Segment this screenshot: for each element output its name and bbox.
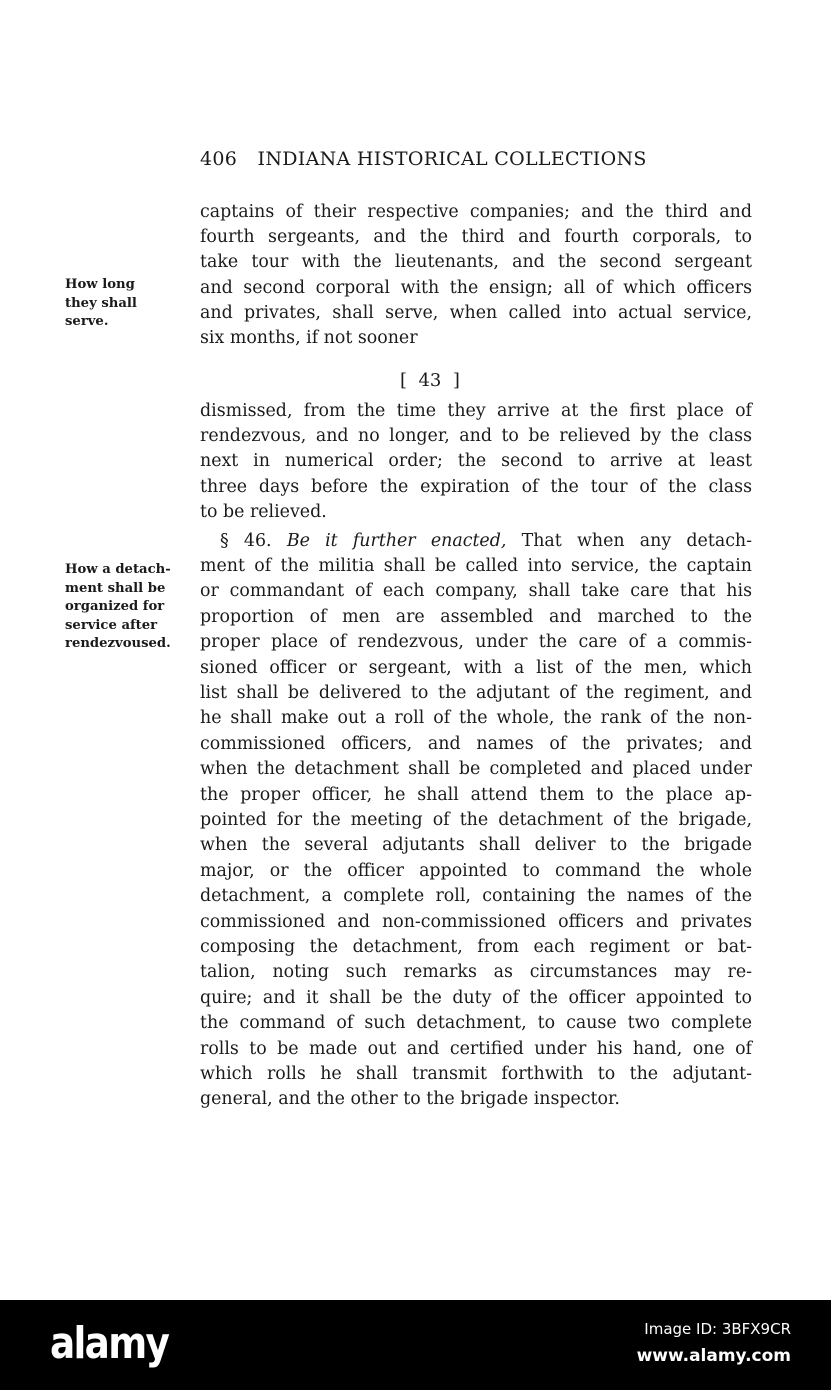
section-46-first-line (200, 529, 752, 554)
text-line: pointed for the meeting of the detachment of the brigade, (200, 810, 752, 830)
text-line: dismissed, from the time they arrive at the first place of (200, 401, 752, 421)
text-line: and privates, shall serve, when called into actual service, (200, 302, 752, 323)
text-line: major, or the officer appointed to command the whole (200, 860, 752, 881)
text-line: which rolls he shall transmit forthwith to the adjutant- (200, 1064, 752, 1084)
sidenote-line: How long (65, 277, 135, 292)
text-line: he shall make out a roll of the whole, the rank of the non- (200, 708, 752, 729)
book-title: INDIANA HISTORICAL COLLECTIONS (257, 148, 647, 170)
text-line: proper place of rendezvous, under the care of a commis- (200, 632, 752, 653)
text-line: detachment, a complete roll, containing the names of the (200, 886, 752, 907)
sidenote-line: rendezvoused. (65, 636, 171, 651)
page-number: 406 (200, 148, 238, 170)
text-line: the proper officer, he shall attend them to the place ap- (200, 784, 752, 805)
text-line: talion, noting such remarks as circumstances may re- (200, 962, 752, 983)
text-line: the command of such detachment, to cause two complete (200, 1013, 752, 1034)
line-text: That when any detach- (521, 531, 753, 551)
text-line: when the several adjutants shall deliver to the brigade (200, 835, 752, 856)
text-line: next in numerical order; the second to arrive at least (200, 451, 752, 472)
text-line: captains of their respective companies; and the third and (200, 202, 752, 222)
text-line: quire; and it shall be the duty of the officer appointed to (200, 987, 752, 1008)
text-line: three days before the expiration of the tour of the class (200, 476, 752, 497)
text-line: composing the detachment, from each regiment or bat- (200, 937, 752, 957)
sidenote-line: serve. (65, 314, 109, 329)
alamy-logo: alamy (50, 1318, 169, 1369)
enacting-clause: Be it further enacted, (286, 531, 507, 551)
text-line: ment of the militia shall be called into service, the captain (200, 556, 752, 576)
text-line: proportion of men are assembled and marched to the (200, 606, 752, 627)
image-id: Image ID: 3BFX9CR (644, 1320, 791, 1338)
text-line: sioned officer or sergeant, with a list of the men, which (200, 657, 752, 678)
text-line: six months, if not sooner (200, 328, 418, 348)
sidenote-line: organized for (65, 599, 165, 614)
text-line: rolls to be made out and certified under his hand, one of (200, 1038, 752, 1059)
sidenote-line: service after (65, 617, 158, 633)
sidenote-line: ment shall be (65, 580, 166, 596)
sidenote-how-long (65, 276, 137, 332)
sidenote-line: How a detach- (65, 562, 171, 577)
text-line: list shall be delivered to the adjutant of the regiment, and (200, 683, 752, 703)
watermark-banner (0, 1300, 831, 1390)
text-line: to be relieved. (200, 501, 327, 522)
text-line: when the detachment shall be completed and placed under (200, 759, 752, 780)
sidenote-detachment (65, 561, 171, 654)
watermark-url: www.alamy.com (636, 1346, 791, 1366)
text-line: and second corporal with the ensign; all of which officers (200, 277, 752, 298)
text-line: or commandant of each company, shall take care that his (200, 581, 752, 602)
sidenote-line: they shall (65, 295, 137, 311)
text-line: general, and the other to the brigade inspector. (200, 1089, 620, 1110)
text-line: take tour with the lieutenants, and the second sergeant (200, 252, 752, 273)
text-line: commissioned officers, and names of the privates; and (200, 733, 752, 754)
section-number: § 46. (220, 531, 272, 551)
text-line: commissioned and non-commissioned officers and privates (200, 911, 752, 932)
original-folio-marker: [ 43 ] (400, 370, 460, 391)
text-line: fourth sergeants, and the third and fourth corporals, to (200, 227, 752, 248)
running-header (200, 148, 760, 170)
text-line: rendezvous, and no longer, and to be relieved by the class (200, 426, 752, 447)
